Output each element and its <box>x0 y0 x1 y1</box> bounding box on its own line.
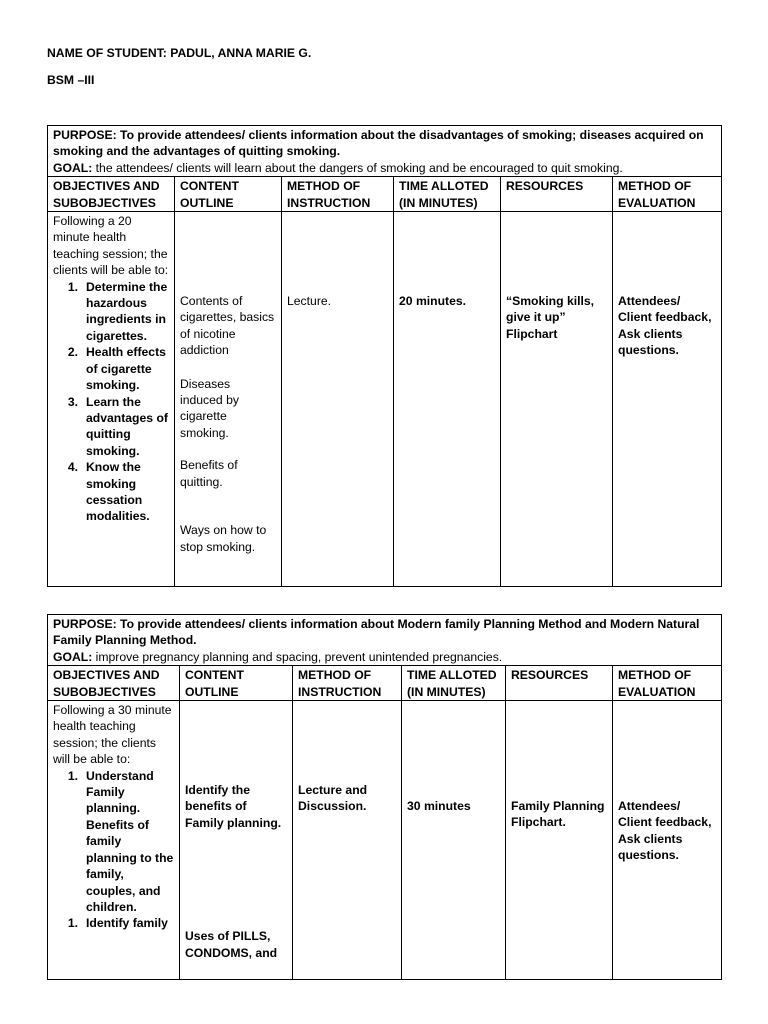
list-text: Understand Family planning. Benefits of family planning to the family, couples, and children. <box>86 768 174 914</box>
column-header-row <box>48 666 722 701</box>
list-number: 3. <box>67 394 78 409</box>
resources-cell <box>501 212 613 587</box>
objectives-list <box>53 279 169 525</box>
col-header-time: TIME ALLOTED (IN MINUTES) <box>402 666 506 701</box>
purpose-text: PURPOSE: To provide attendees/ clients information about Modern family Planning Method and Modern Natural Family Planning Method. <box>53 617 700 648</box>
col-header-method: METHOD OF INSTRUCTION <box>282 177 394 212</box>
list-number: 2. <box>67 345 78 360</box>
student-name-line: NAME OF STUDENT: PADUL, ANNA MARIE G. <box>47 46 312 60</box>
list-number: 4. <box>67 460 78 475</box>
col-header-evaluation: METHOD OF EVALUATION <box>613 177 722 212</box>
resources-text: “Smoking kills, give it up” Flipchart <box>506 294 595 341</box>
objectives-list <box>53 768 174 932</box>
list-item <box>53 394 169 460</box>
evaluation-text: Attendees/ Client feedback, Ask clients questions. <box>618 799 712 863</box>
col-header-method: METHOD OF INSTRUCTION <box>293 666 402 701</box>
resources-text: Family Planning Flipchart. <box>511 799 605 830</box>
col-header-evaluation: METHOD OF EVALUATION <box>613 666 722 701</box>
objectives-intro: Following a 30 minute health teaching session; the clients will be able to: <box>53 703 172 767</box>
col-header-content: CONTENT OUTLINE <box>175 177 282 212</box>
content-item: Diseases induced by cigarette smoking. <box>180 376 239 440</box>
goal-body: the attendees/ clients will learn about the dangers of smoking and be encouraged to quit smoking. <box>92 160 623 175</box>
method-text: Lecture. <box>287 294 332 309</box>
objectives-cell <box>48 701 180 980</box>
objectives-intro: Following a 20 minute health teaching session; the clients will be able to: <box>53 214 169 278</box>
list-number: 1. <box>67 768 78 783</box>
column-header-row <box>48 177 722 212</box>
content-item: Benefits of quitting. <box>180 458 238 489</box>
col-header-resources: RESOURCES <box>501 177 613 212</box>
list-item <box>53 344 169 393</box>
purpose-goal-row <box>48 126 722 177</box>
content-item: Contents of cigarettes, basics of nicotine addiction <box>180 294 275 358</box>
time-cell <box>402 701 506 980</box>
list-number: 1. <box>67 916 78 931</box>
time-text: 30 minutes <box>407 799 471 814</box>
col-header-objectives: OBJECTIVES AND SUBOBJECTIVES <box>48 177 175 212</box>
resources-cell <box>506 701 613 980</box>
list-item <box>53 915 174 931</box>
list-text: Determine the hazardous ingredients in cigarettes. <box>86 279 168 343</box>
evaluation-cell <box>613 701 722 980</box>
goal-body: improve pregnancy planning and spacing, prevent unintended pregnancies. <box>92 649 503 664</box>
year-section-line: BSM –III <box>47 73 95 87</box>
content-outline-cell <box>180 701 293 980</box>
col-header-resources: RESOURCES <box>506 666 613 701</box>
goal-label: GOAL: <box>53 649 93 664</box>
goal-text <box>53 650 502 664</box>
list-item <box>53 459 169 525</box>
list-number: 1. <box>67 279 78 294</box>
purpose-text: PURPOSE: To provide attendees/ clients information about the disadvantages of smoking; diseases acquired on smoking and the advantages of quitting smoking. <box>53 128 704 159</box>
col-header-content: CONTENT OUTLINE <box>180 666 293 701</box>
list-item <box>53 768 174 916</box>
list-text: Know the smoking cessation modalities. <box>86 460 150 524</box>
teaching-plan-smoking <box>47 125 722 587</box>
list-text: Learn the advantages of quitting smoking. <box>86 394 168 458</box>
col-header-time: TIME ALLOTED (IN MINUTES) <box>394 177 501 212</box>
content-outline-cell <box>175 212 282 587</box>
plan-body-row <box>48 212 722 587</box>
content-item: Identify the benefits of Family planning. <box>185 783 282 830</box>
method-cell <box>293 701 402 980</box>
list-text: Identify family <box>86 916 168 931</box>
teaching-plan-family-planning <box>47 614 722 980</box>
col-header-objectives: OBJECTIVES AND SUBOBJECTIVES <box>48 666 180 701</box>
method-cell <box>282 212 394 587</box>
plan-body-row <box>48 701 722 980</box>
time-cell <box>394 212 501 587</box>
goal-text <box>53 161 623 175</box>
evaluation-cell <box>613 212 722 587</box>
list-text: Health effects of cigarette smoking. <box>86 345 166 393</box>
content-item: Uses of PILLS, CONDOMS, and <box>185 929 278 960</box>
method-text: Lecture and Discussion. <box>298 783 368 814</box>
list-item <box>53 279 169 345</box>
content-item: Ways on how to stop smoking. <box>180 523 267 554</box>
purpose-goal-cell <box>48 615 722 666</box>
time-text: 20 minutes. <box>399 294 467 309</box>
evaluation-text: Attendees/ Client feedback, Ask clients questions. <box>618 294 712 358</box>
purpose-goal-row <box>48 615 722 666</box>
purpose-goal-cell <box>48 126 722 177</box>
goal-label: GOAL: <box>53 160 93 175</box>
objectives-cell <box>48 212 175 587</box>
